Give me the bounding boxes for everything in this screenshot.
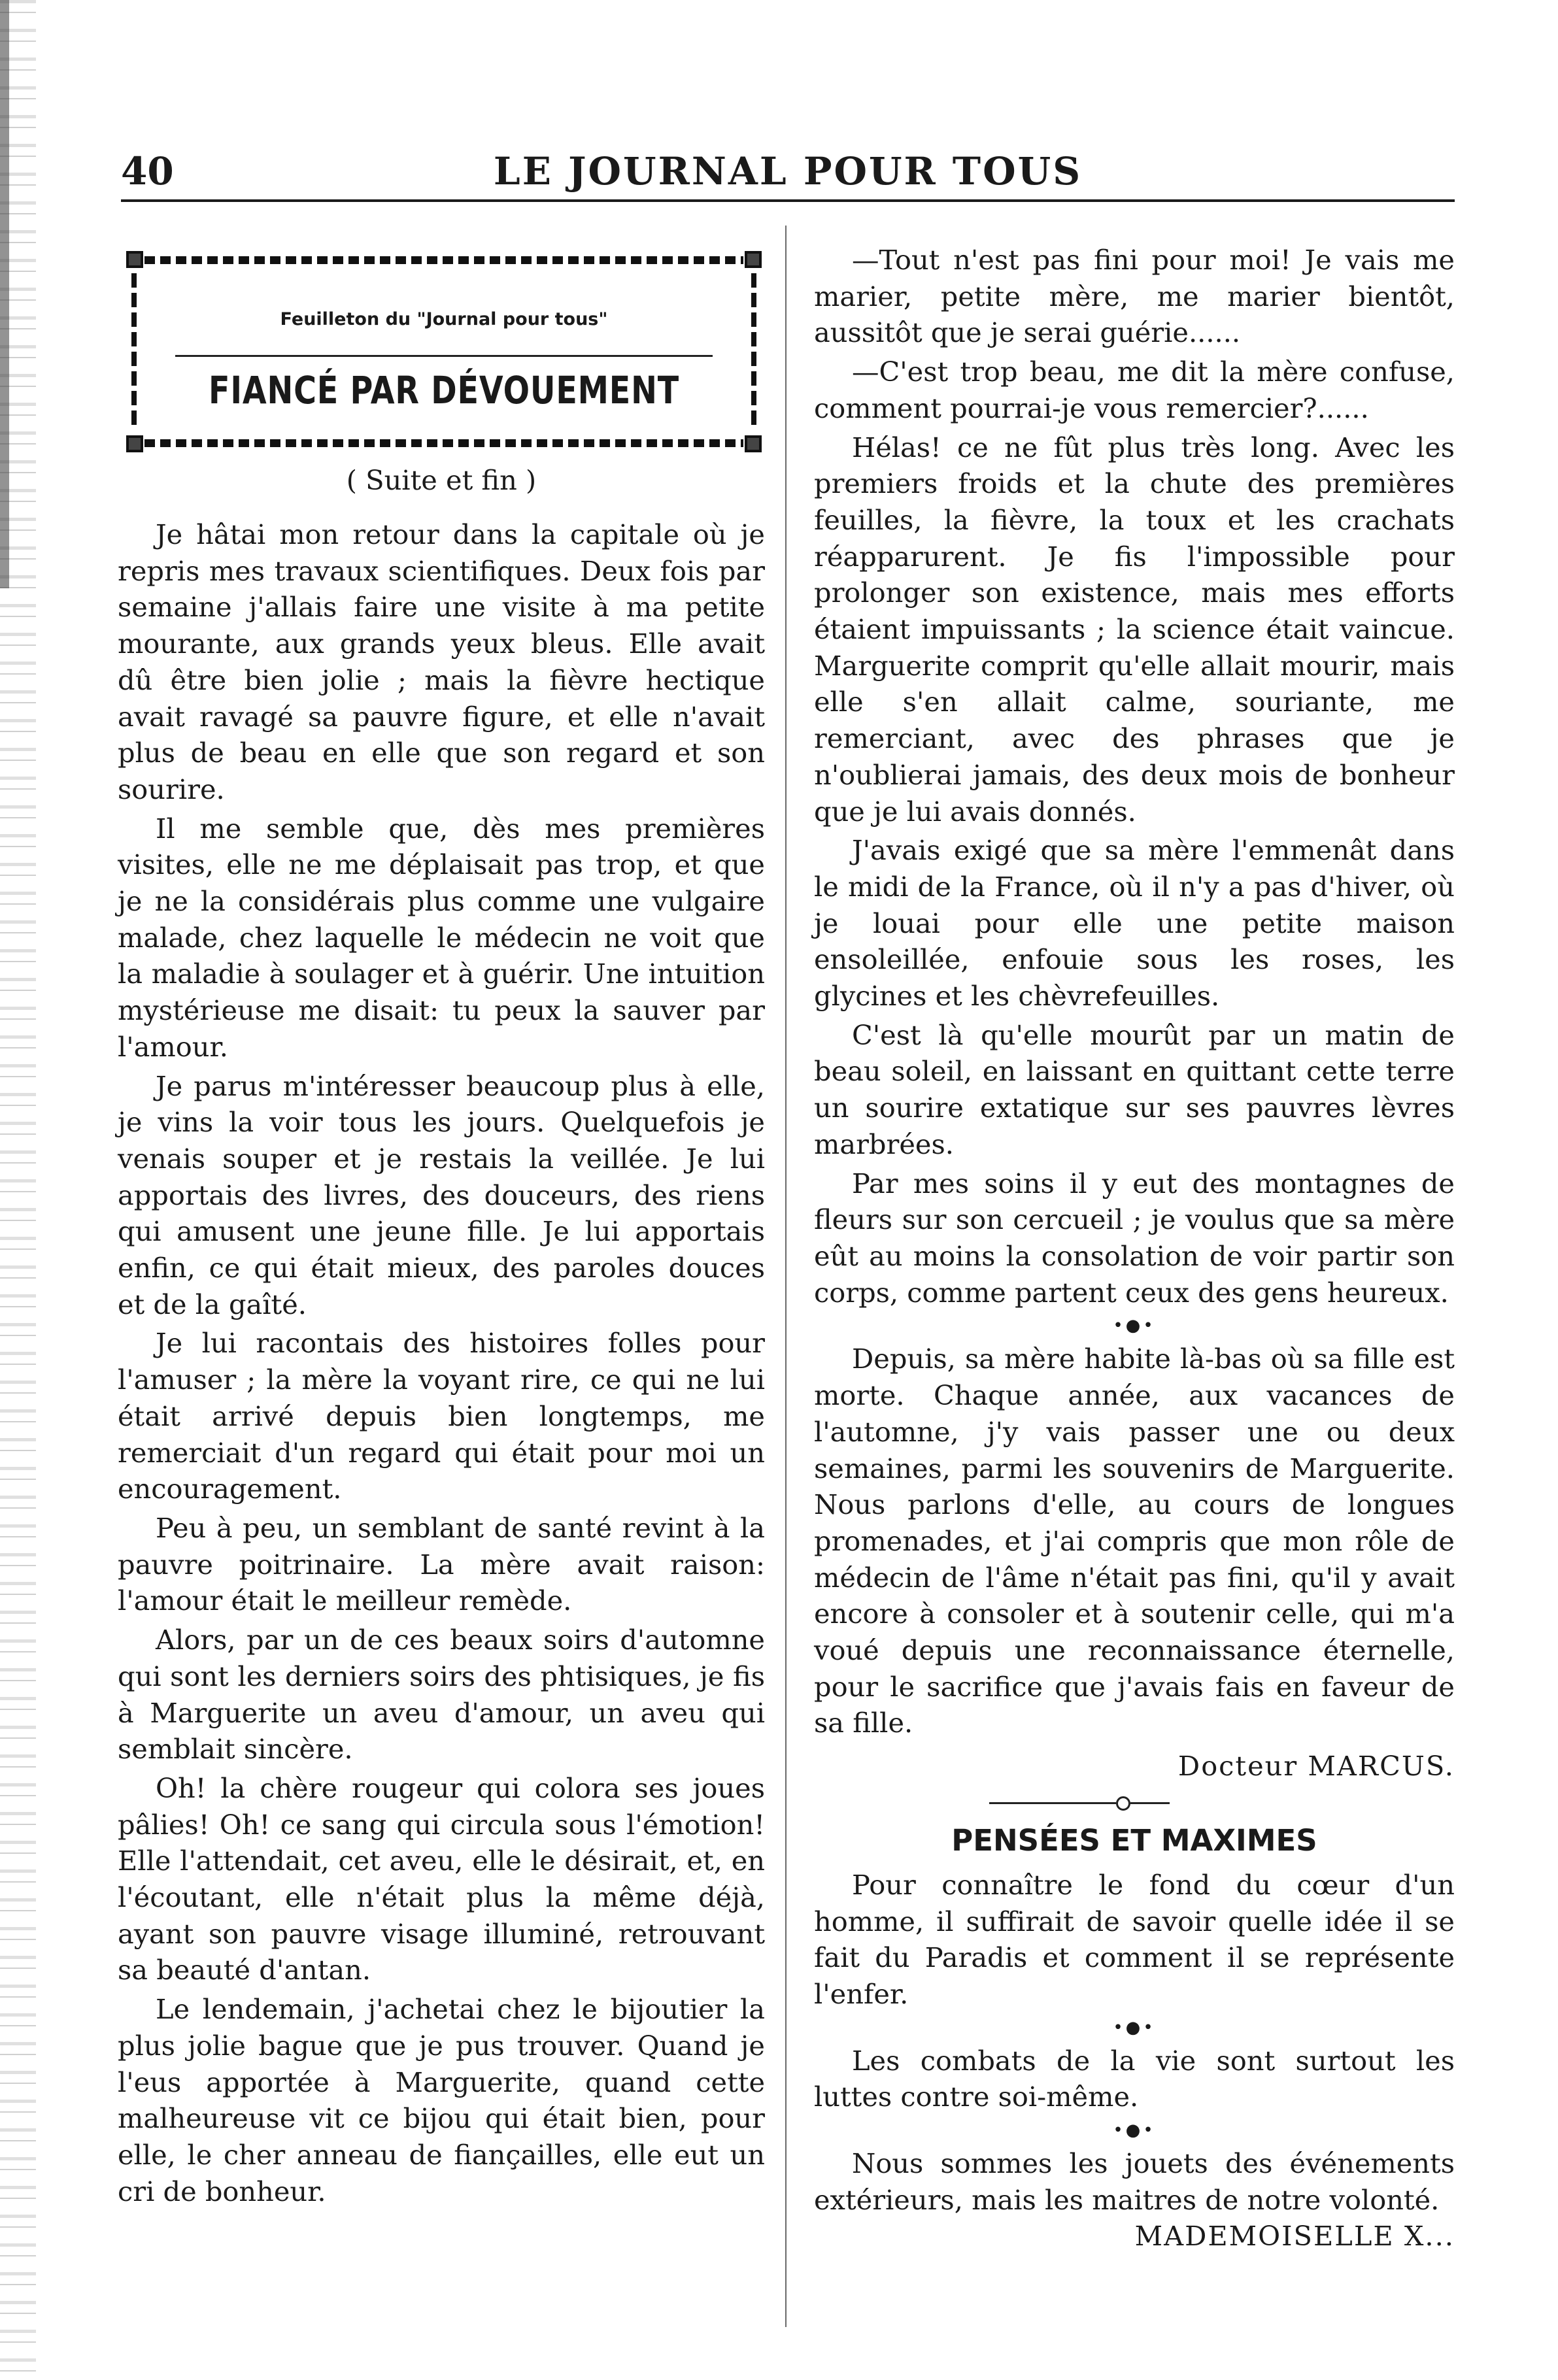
paragraph: J'avais exigé que sa mère l'emmenât dans le midi de la France, où il n'y a pas d'hiver, où je louai pour elle une petite maison ensoleillée, enfouie sous les roses, les glycines et les chèvrefeuilles. [814,834,1455,1013]
frame-corner-ornament [745,435,762,452]
paragraph: Je hâtai mon retour dans la capitale où je repris mes travaux scientifiques. Deux fois par semaine j'allais faire une visite à ma petite mourante, aux grands yeux bleus. Elle avait dû être bien jolie ; mais la fièvre hectique avait ravagé sa pauvre figure, et elle n'avait plus de beau en elle que son regard et son sourire. [118,518,765,805]
right-column [814,242,1455,2254]
paragraph: Depuis, sa mère habite là-bas où sa fille est morte. Chaque année, aux vacances de l'automne, j'y vais passer une ou deux semaines, parmi les souvenirs de Marguerite. Nous parlons d'elle, au cours de longues promenades, et j'ai compris que mon rôle de médecin de l'âme n'était pas fini, qu'il y avait encore à consoler et à soutenir celle, qui m'a voué depuis une reconnaissance éternelle, pour le sacrifice que j'avais fais en faveur de sa fille. [814,1343,1455,1739]
frame-corner-ornament [745,251,762,268]
maxims-heading: PENSÉES ET MAXIMES [951,1822,1317,1858]
frame-corner-ornament [126,435,143,452]
author-signature: Docteur MARCUS. [1177,1750,1455,1783]
journal-title: LE JOURNAL POUR TOUS [493,149,1083,193]
paragraph: Peu à peu, un semblant de santé revint à la pauvre poitrinaire. La mère avait raison: l'amour était le meilleur remède. [118,1511,765,1617]
paragraph: Alors, par un de ces beaux soirs d'automne qui sont les derniers soirs des phtisiques, je fis à Marguerite un aveu d'amour, un aveu qui semblait sincère. [118,1624,765,1766]
paragraph: Le lendemain, j'achetai chez le bijoutier la plus jolie bague que je pus trouver. Quand je l'eus apportée à Marguerite, quand cette malheureuse vit ce bijou qui était bien, pour elle, le cher anneau de fiançailles, elle eut un cri de bonheur. [118,1993,765,2207]
divider-ring [1116,1796,1130,1811]
maxims-signature: MADEMOISELLE X... [1134,2220,1455,2253]
frame-corner-ornament [126,251,143,268]
page-number: 40 [121,149,174,193]
paragraph: Hélas! ce ne fût plus très long. Avec les premiers froids et la chute des premières feuilles, la fièvre, la toux et les crachats réapparurent. Je fis l'impossible pour prolonger son existence, mais mes efforts étaient impuissants ; la science était vaincue. Marguerite comprit qu'elle allait mourir, mais elle s'en allait calme, souriante, me remerciant, avec des phrases que je n'oublierai jamais, des deux mois de bonheur que je lui avais donnés. [814,431,1455,828]
ornament-divider: •●• [1113,1316,1156,1336]
paragraph: Il me semble que, dès mes premières visites, elle ne me déplaisait pas trop, et que je ne la considérais plus comme une vulgaire malade, chez laquelle le médecin ne voit que la maladie à soulager et à guérir. Une intuition mystérieuse me disait: tu peux la sauver par l'amour. [118,812,765,1063]
left-column [118,516,765,2209]
serial-title-frame [126,247,762,456]
paragraph: Oh! la chère rougeur qui colora ses joues pâlies! Oh! ce sang qui circula sous l'émotion! Elle l'attendait, cet aveu, elle le désirait, et, en l'écoutant, elle n'était plus la même déjà, ayant son pauvre visage illuminé, retrouvant sa beauté d'antan. [118,1771,765,1986]
ornament-divider: •●• [1113,2017,1156,2037]
maxim: Nous sommes les jouets des événements extérieurs, mais les maitres de notre volonté. [814,2147,1455,2216]
paragraph: Par mes soins il y eut des montagnes de fleurs sur son cercueil ; je voulus que sa mère eût au moins la consolation de voir partir son corps, comme partent ceux des gens heureux. [814,1167,1455,1309]
header-rule [121,199,1455,202]
paragraph: —Tout n'est pas fini pour moi! Je vais me marier, petite mère, me marier bientôt, aussitôt que je serai guérie...... [814,244,1455,349]
serial-label: Feuilleton du "Journal pour tous" [280,309,608,329]
ornament-divider: •●• [1113,2120,1156,2141]
paragraph: —C'est trop beau, me dit la mère confuse, comment pourrai-je vous remercier?...... [814,356,1455,424]
divider-line [989,1802,1116,1804]
story-title: FIANCÉ PAR DÉVOUEMENT [209,368,679,412]
frame-border-top [144,256,743,264]
paragraph: C'est là qu'elle mourût par un matin de beau soleil, en laissant en quittant cette terre un sourire extatique sur ses pauvres lèvres marbrées. [814,1018,1455,1160]
story-subtitle: ( Suite et fin ) [346,464,537,496]
paragraph: Je parus m'intéresser beaucoup plus à elle, je vins la voir tous les jours. Quelquefois je venais souper et je restais la veillée. Je lui apportais des livres, des douceurs, des riens qui amusent une jeune fille. Je lui apportais enfin, ce qui était mieux, des paroles douces et de la gaîté. [118,1069,765,1320]
scan-edge-dark [0,0,9,588]
frame-border-left [131,273,137,430]
frame-rule [175,355,713,357]
maxim: Les combats de la vie sont surtout les luttes contre soi-même. [814,2044,1455,2113]
section-divider [814,1790,1455,1816]
column-divider [785,226,787,2327]
divider-line [1130,1802,1170,1804]
paragraph: Je lui racontais des histoires folles pour l'amuser ; la mère la voyant rire, ce qui ne lui était arrivé depuis bien longtemps, me remerciait d'un regard qui était pour moi un encouragement. [118,1327,765,1505]
frame-border-bottom [144,439,743,447]
page-header [121,149,1455,201]
maxim: Pour connaître le fond du cœur d'un homme, il suffirait de savoir quelle idée il se fait du Paradis et comment il se représente l'enfer. [814,1868,1455,2010]
frame-border-right [751,273,756,430]
